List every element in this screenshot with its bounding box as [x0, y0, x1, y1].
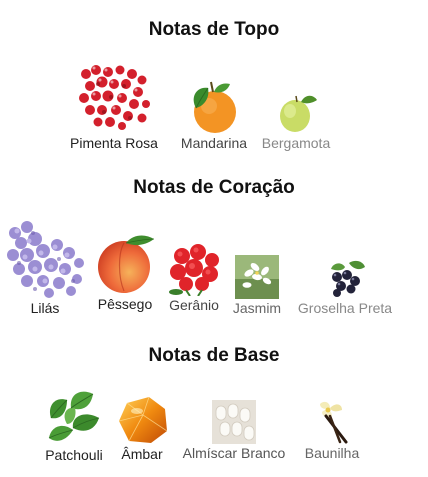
note-label: Mandarina	[180, 135, 248, 151]
bergamot-icon	[275, 92, 317, 134]
section-title-heart-notes: Notas de Coração	[133, 177, 295, 198]
note-label: Gerânio	[169, 297, 219, 313]
note-item-vanilla[interactable]	[300, 400, 364, 461]
patchouli-icon	[45, 388, 103, 446]
note-label: Groselha Preta	[297, 300, 393, 316]
peach-icon	[94, 233, 156, 295]
note-item-white-musk[interactable]	[174, 400, 294, 461]
note-label: Patchouli	[45, 447, 103, 463]
note-item-peach[interactable]	[92, 233, 158, 312]
note-label: Pêssego	[97, 296, 153, 312]
note-label: Lilás	[30, 300, 60, 316]
white-musk-icon	[212, 400, 256, 444]
note-label: Jasmim	[232, 300, 282, 316]
lilac-icon	[5, 219, 85, 299]
note-item-amber[interactable]	[112, 395, 172, 462]
note-label: Almíscar Branco	[182, 445, 286, 461]
note-label: Pimenta Rosa	[70, 135, 158, 151]
note-item-bergamot[interactable]	[256, 92, 336, 151]
blackcurrant-icon	[325, 259, 365, 299]
note-item-mandarin[interactable]	[172, 78, 256, 151]
jasmine-icon	[235, 255, 279, 299]
geranium-icon	[168, 244, 220, 296]
note-label: Âmbar	[121, 446, 163, 462]
note-item-lilac[interactable]	[4, 219, 86, 316]
note-item-pink-pepper[interactable]	[68, 62, 160, 151]
section-title-top-notes: Notas de Topo	[148, 19, 280, 40]
pink-pepper-icon	[78, 62, 150, 134]
note-item-patchouli[interactable]	[40, 388, 108, 463]
note-label: Bergamota	[261, 135, 331, 151]
note-item-geranium[interactable]	[162, 244, 226, 313]
note-item-jasmine[interactable]	[228, 255, 286, 316]
vanilla-icon	[310, 400, 354, 444]
mandarin-icon	[186, 78, 242, 134]
note-item-blackcurrant[interactable]	[290, 259, 400, 316]
note-label: Baunilha	[304, 445, 360, 461]
section-title-base-notes: Notas de Base	[148, 345, 280, 366]
amber-icon	[115, 395, 169, 445]
